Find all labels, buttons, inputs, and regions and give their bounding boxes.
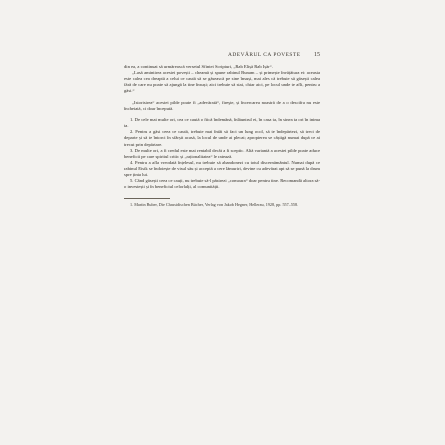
page-number: 15 (314, 52, 320, 58)
paragraph-1: din ea, a continuat să urmărească versetul Sfintei Scripturi, „Rab Elișă Rab Ișăr“. (124, 64, 273, 69)
footnote-rule (124, 198, 170, 199)
body-text (124, 64, 320, 207)
numbered-item-5: 5. Când găsești ceea ce cauți, nu trebuie să-l păstrezi „comoara“ doar pentru tine. Recomandă altora să-o investești și în beneficiul celorlalți, al comunității. (124, 177, 320, 189)
numbered-item-4: 4. Pentru a afla vreodată înțelesul, nu trebuie să abandonezi cu totul discernământul. Numai după ce rabinul Eisik se îndoiește de visul său și acceptă a cere lămuriri, devine cu adevărat apt să se pună la drum spre ținta lui. (124, 159, 320, 177)
paragraph-3: „Istorisirea“ acestei pilde poate fi „adevărată“, fireşte, și încercarea noastră de a o descifra nu este încheiată, ci doar începută. (124, 99, 320, 111)
numbered-item-1: 1. De cele mai multe ori, cea ce caută o fiică îndemână, înlăuntrul ei, în casa ta, în sinea ta ori în inima ta. (124, 117, 320, 129)
numbered-item-2: 2. Pentru a găsi ceea ce caută, trebuie mai întâi să faci un lung ocol, să te îndepărtezi, să treci de departe și să te întorci în sfârșit acasă, la locul de unde ai plecat; apropierea se câștigă numai după ce ai trecut prin depărtare. (124, 129, 320, 147)
running-head-title: ADEVĂRUL CA POVESTE (228, 52, 301, 58)
numbered-item-3: 3. De multe ori, a fi credul este mai rentabil decât a fi sceptic. Altă variantă a acestei pilde poate aduce beneficii pe care spiritul critic și „raționalitatea“ le ratează. (124, 147, 320, 159)
paragraph-2: „Lasă amintirea acestei povești – cheamă și spune rabinul Bunam – și primește învățătura ei: aceasta este calea cea dreaptă a celui ce caută să se găsească pe sine însuși, mai ales că trebuie să găsești calea fără de care nu poate să ajungă la tine însuși; aici trebuie să stai, chiar aici, pe locul unde te afli, pentru a găsi.“ (124, 70, 320, 94)
running-head (228, 52, 320, 58)
footnote: 1. Martin Buber, Die Chassidischen Bücher, Verlag von Jakob Hegner, Hellerau, 1928, pp. 557–558. (130, 201, 299, 207)
